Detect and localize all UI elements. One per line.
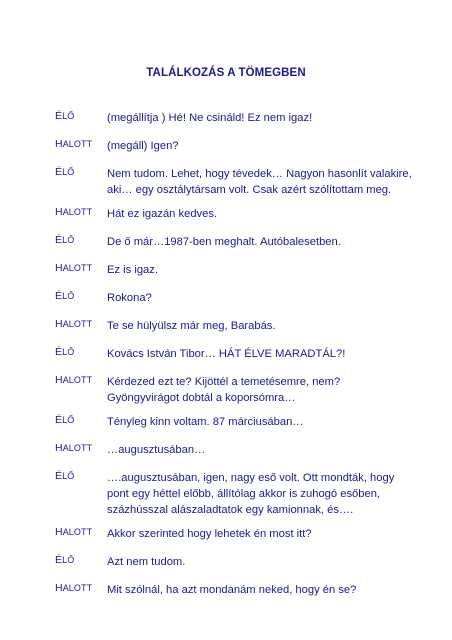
speaker-rest: ALOTT [62, 527, 93, 537]
speaker-initial: É [55, 554, 63, 566]
dialogue-text [107, 470, 427, 518]
dialogue-text-line: De ő már…1987-ben meghalt. Autóbalesetben. [107, 236, 341, 248]
dialogue-text [107, 346, 427, 362]
dialogue-text-line: Rokona? [107, 292, 152, 304]
speaker-initial: H [55, 442, 63, 454]
speaker-name [55, 346, 74, 358]
dialogue-text-line: (megállítja ) Hé! Ne csináld! Ez nem igaz! [107, 112, 313, 124]
speaker-initial: H [55, 138, 63, 150]
dialogue-text [107, 206, 427, 222]
dialogue-text [107, 166, 427, 198]
speaker-name [55, 110, 74, 122]
speaker-name [55, 290, 74, 302]
dialogue-text [107, 138, 427, 154]
speaker-name [55, 318, 92, 330]
speaker-name [55, 554, 74, 566]
speaker-initial: É [55, 110, 63, 122]
speaker-name [55, 414, 74, 426]
dialogue-text [107, 290, 427, 306]
dialogue-text-line: Gyöngyvirágot dobtál a koporsómra… [107, 392, 296, 404]
dialogue-text-line: aki… egy osztálytársam volt. Csak azért szólítottam meg. [107, 184, 392, 196]
speaker-rest: ALOTT [62, 583, 93, 593]
dialogue-text-line: …augusztusában… [107, 444, 206, 456]
speaker-name [55, 138, 92, 150]
speaker-initial: H [55, 318, 63, 330]
dialogue-text [107, 110, 427, 126]
speaker-initial: H [55, 206, 63, 218]
dialogue-text-line: Mit szólnál, ha azt mondanám neked, hogy én se? [107, 584, 357, 596]
dialogue-text-line: Ez is igaz. [107, 264, 158, 276]
speaker-rest: ALOTT [62, 207, 93, 217]
dialogue-text-line: Kérdezed ezt te? Kijöttél a temetésemre, nem? [107, 376, 341, 388]
dialogue-text [107, 442, 427, 458]
dialogue-text [107, 234, 427, 250]
speaker-name [55, 526, 92, 538]
dialogue-text [107, 414, 427, 430]
speaker-rest: LŐ [62, 291, 75, 301]
speaker-rest: ALOTT [62, 139, 93, 149]
dialogue-text-line: (megáll) Igen? [107, 140, 179, 152]
speaker-initial: É [55, 346, 63, 358]
speaker-initial: É [55, 166, 63, 178]
dialogue-text-line: Tényleg kinn voltam. 87 márciusában… [107, 416, 304, 428]
speaker-rest: ALOTT [62, 319, 93, 329]
speaker-rest: LŐ [62, 111, 75, 121]
dialogue-text [107, 374, 427, 406]
speaker-initial: H [55, 526, 63, 538]
speaker-rest: LŐ [62, 347, 75, 357]
speaker-name [55, 470, 74, 482]
dialogue-text-line: Te se hülyülsz már meg, Barabás. [107, 320, 276, 332]
speaker-name [55, 262, 92, 274]
speaker-rest: LŐ [62, 555, 75, 565]
speaker-rest: LŐ [62, 415, 75, 425]
dialogue-text [107, 526, 427, 542]
dialogue-text-line: ….augusztusában, igen, nagy eső volt. Ott mondták, hogy [107, 472, 395, 484]
speaker-initial: H [55, 374, 63, 386]
speaker-name [55, 442, 92, 454]
speaker-initial: É [55, 414, 63, 426]
speaker-name [55, 206, 92, 218]
speaker-initial: H [55, 262, 63, 274]
page-title: TALÁLKOZÁS A TÖMEGBEN [146, 67, 306, 79]
dialogue-text-line: pont egy héttel előbb, állítólag akkor is zuhogó esőben, [107, 488, 381, 500]
speaker-initial: H [55, 582, 63, 594]
dialogue-text-line: Azt nem tudom. [107, 556, 186, 568]
dialogue-text [107, 318, 427, 334]
speaker-rest: ALOTT [62, 375, 93, 385]
speaker-name [55, 582, 92, 594]
speaker-rest: LŐ [62, 471, 75, 481]
speaker-rest: ALOTT [62, 443, 93, 453]
dialogue-text [107, 262, 427, 278]
speaker-initial: É [55, 470, 63, 482]
speaker-initial: É [55, 290, 63, 302]
dialogue-text-line: Akkor szerinted hogy lehetek én most itt? [107, 528, 312, 540]
speaker-rest: LŐ [62, 235, 75, 245]
dialogue-text-line: Hát ez igazán kedves. [107, 208, 218, 220]
dialogue-text-line: százhússzal alászaladtatok egy kamionnak, és…. [107, 504, 354, 516]
dialogue-text [107, 554, 427, 570]
speaker-name [55, 234, 74, 246]
dialogue-text [107, 582, 427, 598]
speaker-rest: LŐ [62, 167, 75, 177]
speaker-name [55, 374, 92, 386]
speaker-initial: É [55, 234, 63, 246]
dialogue-text-line: Kovács István Tibor… HÁT ÉLVE MARADTÁL?! [107, 348, 346, 360]
speaker-rest: ALOTT [62, 263, 93, 273]
dialogue-text-line: Nem tudom. Lehet, hogy tévedek… Nagyon hasonlít valakire, [107, 168, 412, 180]
speaker-name [55, 166, 74, 178]
